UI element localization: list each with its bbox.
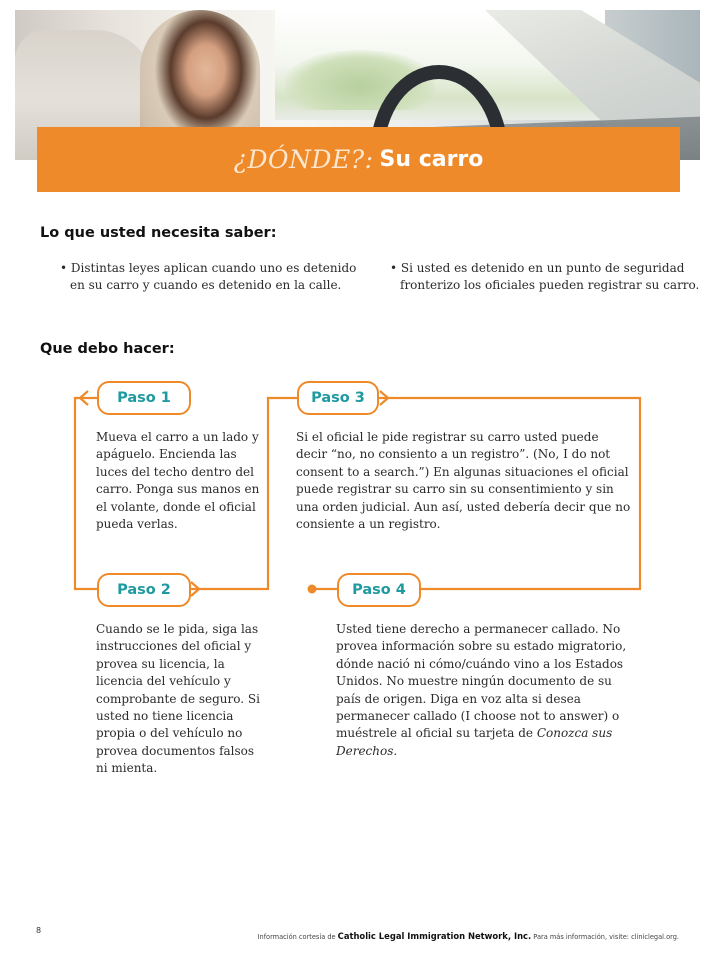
step-label-1: Paso 1 bbox=[97, 381, 191, 415]
step-label-4: Paso 4 bbox=[337, 573, 421, 607]
arrow-left-icon bbox=[80, 391, 88, 405]
step-label-3: Paso 3 bbox=[297, 381, 379, 415]
step-text-4-main: Usted tiene derecho a permanecer callado. No provea información sobre su estado migratorio, dónde nació ni cómo/cuándo vino a los Estados Unidos. No muestre ningún documento de su país de origen. Diga en voz alta si desea permanecer callado (I choose not to answer) o muéstrele al oficial su tarjeta de bbox=[336, 622, 627, 741]
step-text-1: Mueva el carro a un lado y apáguelo. Encienda las luces del techo dentro del carro. Ponga sus manos en el volante, donde el oficial pueda verlas. bbox=[96, 430, 260, 532]
title-bold: Su carro bbox=[379, 147, 484, 172]
title-italic: ¿DÓNDE?: bbox=[233, 145, 374, 174]
step-text-4-italic: Conozca sus Derechos bbox=[336, 726, 613, 758]
step-text-4 bbox=[336, 621, 636, 760]
step-text-3: Si el oficial le pide registrar su carro usted puede decir “no, no consiento a un registro”. (No, I do not consent to a search.”) En algunas situaciones el oficial puede registrar su carro sin su consentimiento y sin una orden judicial. Aun así, usted debería decir que no consiente a un registro. bbox=[296, 430, 631, 532]
bullet-item: • Si usted es detenido en un punto de seguridad fronterizo los oficiales pueden registrar su carro. bbox=[390, 261, 700, 292]
step-text-2: Cuando se le pida, siga las instrucciones del oficial y provea su licencia, la licencia del vehículo y comprobante de seguro. Si usted no tiene licencia propia o del vehículo no provea documentos falsos ni mienta. bbox=[96, 622, 260, 776]
section-heading-do: Que debo hacer: bbox=[40, 341, 175, 357]
arrow-right-icon bbox=[191, 582, 199, 596]
bullet-item: • Distintas leyes aplican cuando uno es detenido en su carro y cuando es detenido en la calle. bbox=[60, 261, 357, 292]
page-title bbox=[37, 127, 680, 192]
section-heading-know: Lo que usted necesita saber: bbox=[40, 225, 277, 241]
arrow-right-icon bbox=[380, 391, 388, 405]
footer-org: Catholic Legal Immigration Network, Inc. bbox=[337, 931, 532, 941]
footer-credit bbox=[258, 931, 679, 941]
step-label-2: Paso 2 bbox=[97, 573, 191, 607]
connector-left bbox=[75, 398, 97, 589]
footer-prefix: Información cortesía de bbox=[257, 933, 338, 941]
page-number: 8 bbox=[36, 926, 42, 935]
end-dot-icon bbox=[308, 585, 317, 594]
step-text-4-end: . bbox=[393, 743, 398, 758]
footer-suffix: Para más información, visite: cliniclegal.org. bbox=[531, 933, 679, 941]
